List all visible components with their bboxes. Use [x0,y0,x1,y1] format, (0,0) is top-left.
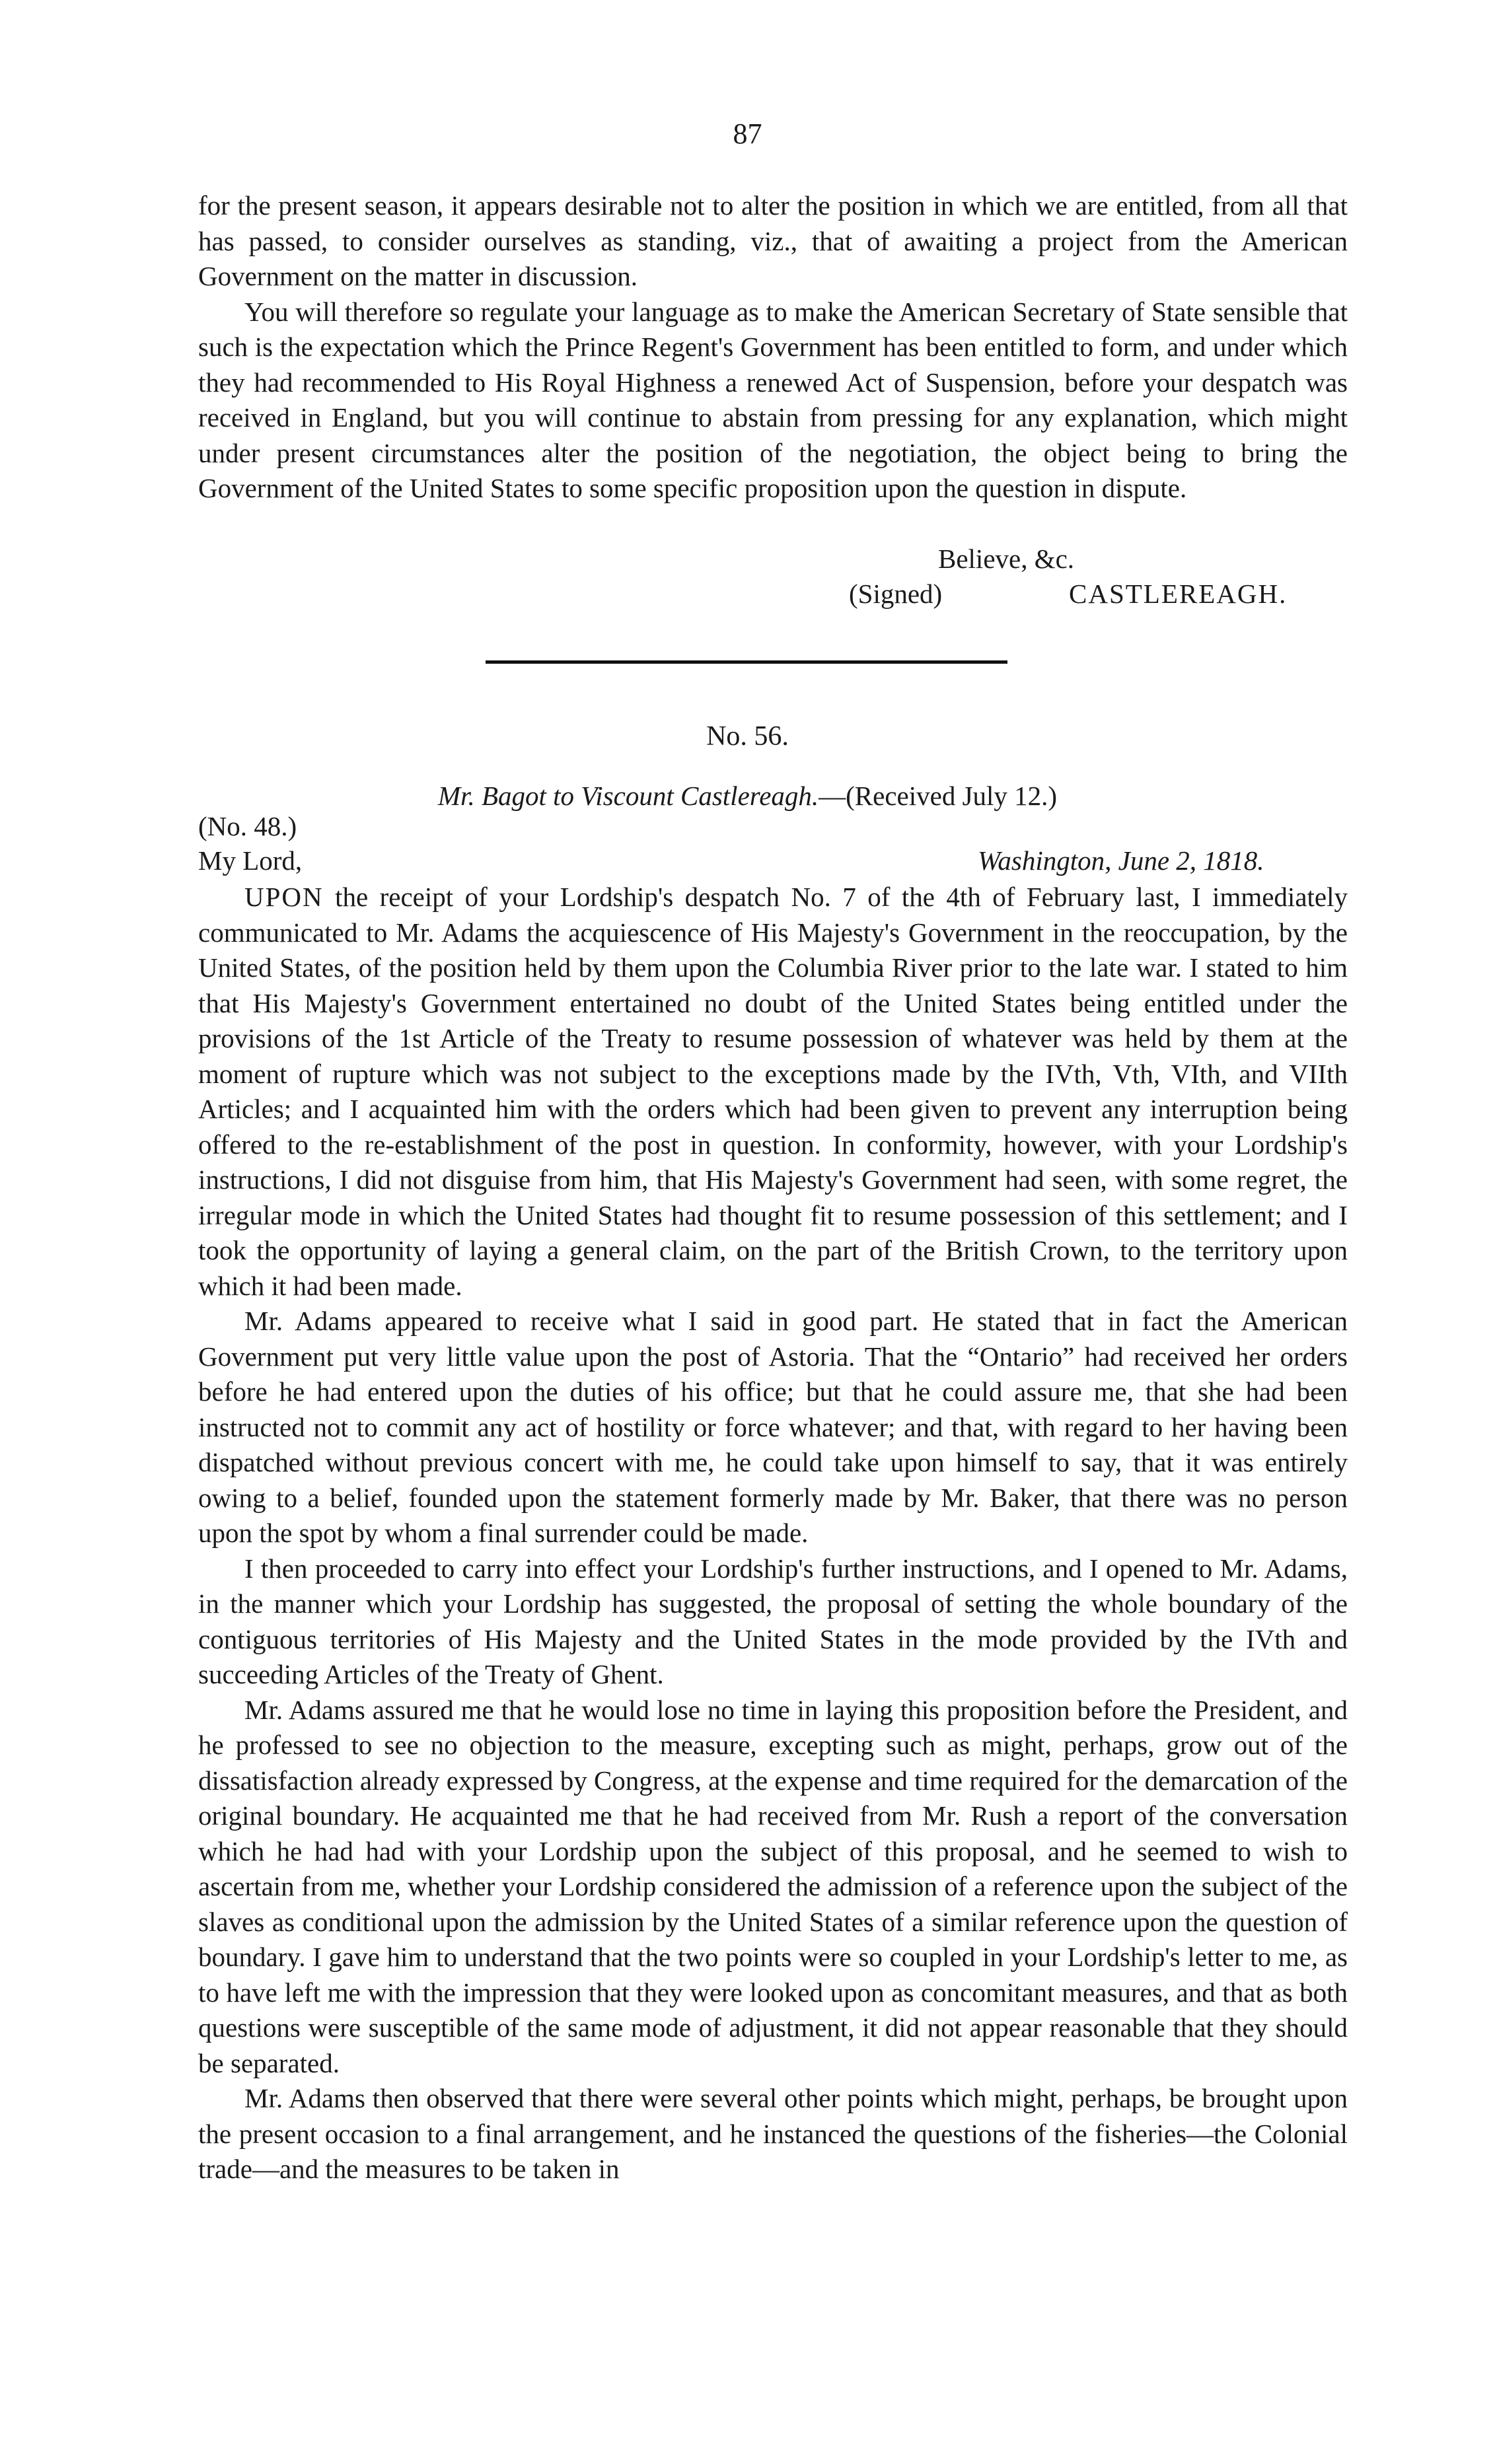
document-number: No. 56. [706,721,789,752]
paragraph-text: the receipt of your Lordship's despatch No. 7 of the 4th of February last, I immediately communicated to Mr. Adams the acquiescence of His Majesty's Government in the reoccupation, by the United States, of the position held by them upon the Columbia River prior to the late war. I stated to him that His Majesty's Government entertained no doubt of the United States being entitled under the provisions of the 1st Article of the Treaty to resume possession of whatever was held by them at the moment of rupture which was not subject to the exceptions made by the IVth, Vth, VIth, and VIIth Articles; and I acquainted him with the orders which had been given to prevent any interruption being offered to the re-establishment of the post in question. In conformity, however, with your Lordship's instructions, I did not disguise from him, that His Majesty's Government had seen, with some regret, the irregular mode in which the United States had thought fit to resume possession of this settlement; and I took the opportunity of laying a general claim, on the part of the British Crown, to the territory upon which it had been made. [198,882,1348,1301]
date: June 2, 1818. [1118,845,1264,876]
section-divider [486,660,1007,664]
paragraph: Mr. Adams then observed that there were several other points which might, perhaps, be brought upon the present occasion to a final arrangement, and he instanced the questions of the fisheries—the Colonial trade—and the measures to be taken in [198,2083,1348,2184]
page-number: 87 [733,118,762,150]
paragraph: I then proceeded to carry into effect your Lordship's further instructions, and I opened to Mr. Adams, in the manner which your Lordship has suggested, the proposal of setting the whole boundary of the contiguous territories of His Majesty and the United States in the mode provided by the IVth and succeeding Articles of the Treaty of Ghent. [198,1553,1348,1689]
letter-body [198,880,1348,2187]
continuation-text [198,188,1348,507]
paragraph [198,880,1348,1304]
signature-name: CASTLEREAGH. [1069,579,1288,609]
closing-formula: Believe, &c. [938,544,1075,574]
heading-title: Mr. Bagot to Viscount Castlereagh. [437,781,819,811]
paragraph: for the present season, it appears desirable not to alter the position in which we are entitled, from all that has passed, to consider ourselves as standing, viz., that of awaiting a project from the American Government on the matter in discussion. [198,190,1348,291]
signed-label: (Signed) [849,579,943,609]
paragraph: Mr. Adams assured me that he would lose no time in laying this proposition before the President, and he professed to see no objection to the measure, excepting such as might, perhaps, grow out of the dissatisfaction already expressed by Congress, at the expense and time required for the demarcation of the original boundary. He acquainted me that he had received from Mr. Rush a report of the conversation which he had had with your Lordship upon the subject of this proposal, and he seemed to wish to ascertain from me, whether your Lordship considered the admission of a reference upon the subject of the slaves as conditional upon the admission by the United States of a similar reference upon the question of boundary. I gave him to understand that the two points were so coupled in your Lordship's letter to me, as to have left me with the impression that they were looked upon as concomitant measures, and that as both questions were susceptible of the same mode of adjustment, it did not appear reasonable that they should be separated. [198,1694,1348,2078]
received-note: —(Received July 12.) [819,781,1058,811]
paragraph: Mr. Adams appeared to receive what I said in good part. He stated that in fact the American Government put very little value upon the post of Astoria. That the “Ontario” had received her orders before he had entered upon the duties of his office; but that he could assure me, that she had been instructed not to commit any act of hostility or force whatever; and that, with regard to her having been dispatched without previous concert with me, he could take upon himself to say, that it was entirely owing to a belief, founded upon the statement formerly made by Mr. Baker, that there was no person upon the spot by whom a final surrender could be made. [198,1306,1348,1548]
dateline [978,844,1264,877]
salutation: My Lord, [198,845,303,876]
opening-word: UPON [244,882,324,912]
place: Washington, [978,845,1112,876]
document-heading [0,779,1495,812]
paragraph: You will therefore so regulate your language as to make the American Secretary of State sensible that such is the expectation which the Prince Regent's Government has been entitled to form, and under which they had recommended to His Royal Highness a renewed Act of Suspension, before your despatch was received in England, but you will continue to abstain from pressing for any explanation, which might under present circumstances alter the position of the negotiation, the object being to bring the Government of the United States to some specific proposition upon the question in dispute. [198,296,1348,503]
reference-number: (No. 48.) [198,811,297,841]
